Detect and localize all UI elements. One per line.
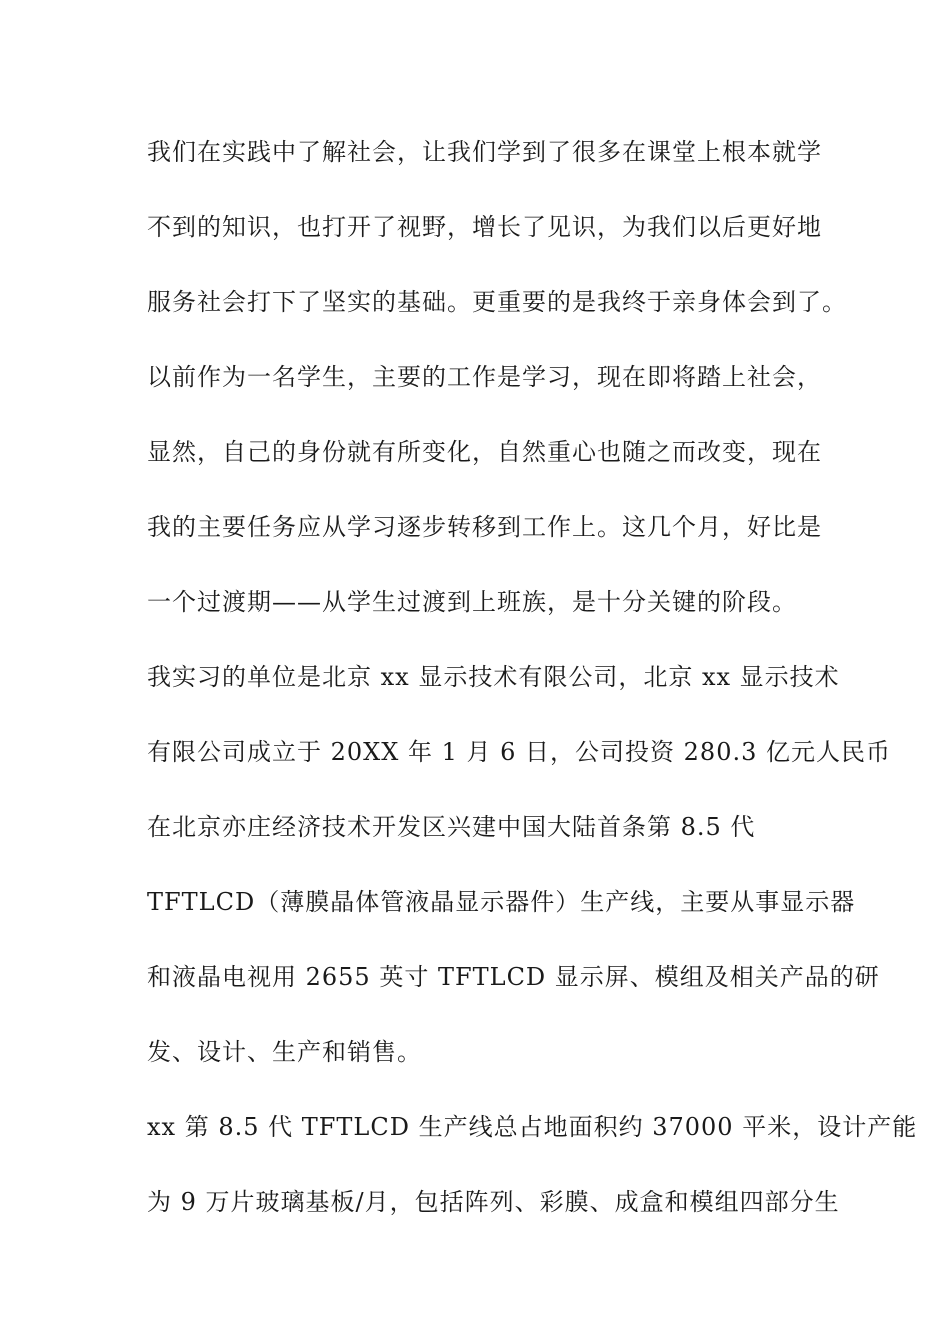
text-line: 发、设计、生产和销售。 (147, 1038, 422, 1066)
text-line: xx 第 8.5 代 TFTLCD 生产线总占地面积约 37000 平米，设计产能 (147, 1113, 918, 1141)
text-line: 以前作为一名学生，主要的工作是学习，现在即将踏上社会， (147, 363, 822, 391)
text-line: 显然，自己的身份就有所变化，自然重心也随之而改变，现在 (147, 438, 822, 466)
text-line: 有限公司成立于 20XX 年 1 月 6 日，公司投资 280.3 亿元人民币 (147, 738, 891, 766)
text-line: 在北京亦庄经济技术开发区兴建中国大陆首条第 8.5 代 (147, 813, 756, 841)
paragraph-1 (147, 126, 847, 351)
text-line: 服务社会打下了坚实的基础。更重要的是我终于亲身体会到了。 (147, 288, 847, 316)
text-line: 和液晶电视用 2655 英寸 TFTLCD 显示屏、模组及相关产品的研 (147, 963, 880, 991)
paragraph-3 (147, 651, 891, 1101)
text-line: 一个过渡期——从学生过渡到上班族，是十分关键的阶段。 (147, 588, 797, 616)
text-line: 我实习的单位是北京 xx 显示技术有限公司，北京 xx 显示技术 (147, 663, 840, 691)
text-line: 我的主要任务应从学习逐步转移到工作上。这几个月，好比是 (147, 513, 822, 541)
text-line: 我们在实践中了解社会，让我们学到了很多在课堂上根本就学 (147, 138, 822, 166)
document-body (147, 126, 918, 1251)
paragraph-4 (147, 1101, 918, 1251)
text-line: TFTLCD（薄膜晶体管液晶显示器件）生产线，主要从事显示器 (147, 888, 856, 916)
text-line: 不到的知识，也打开了视野，增长了见识，为我们以后更好地 (147, 213, 822, 241)
paragraph-2 (147, 351, 827, 651)
text-line: 为 9 万片玻璃基板/月，包括阵列、彩膜、成盒和模组四部分生 (147, 1188, 840, 1216)
